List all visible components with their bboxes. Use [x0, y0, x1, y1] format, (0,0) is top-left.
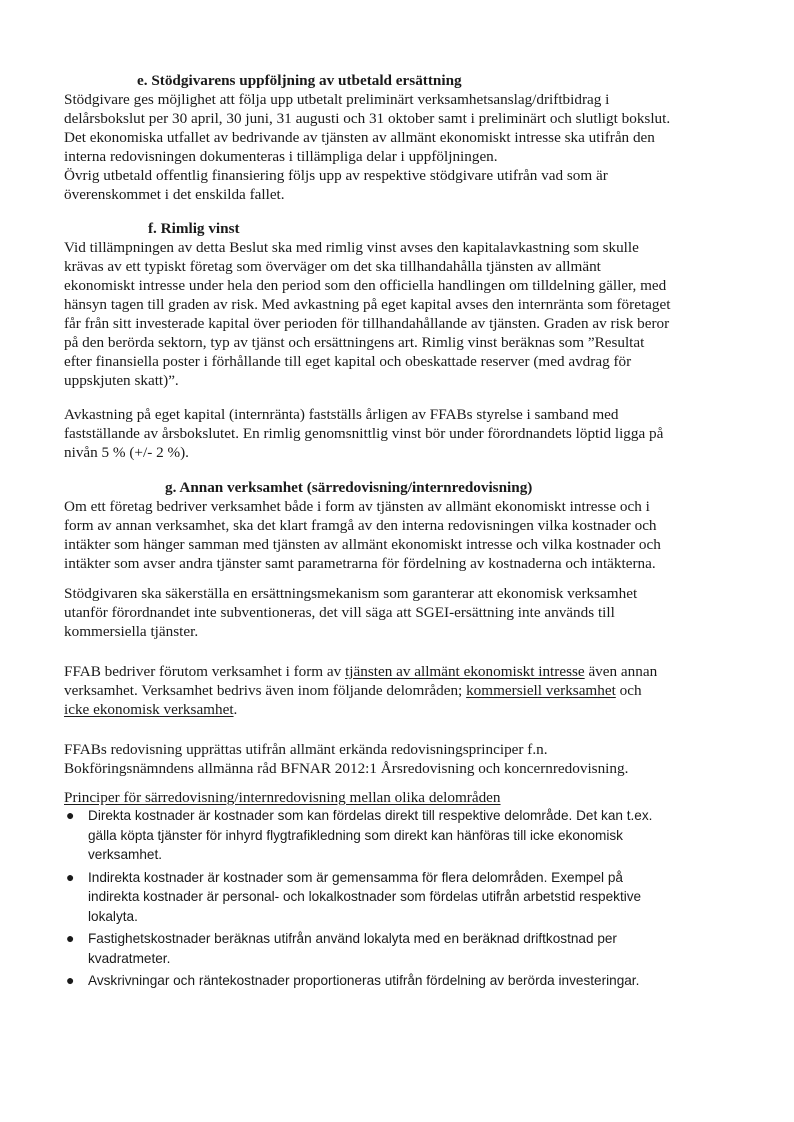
- list-item: [64, 868, 744, 927]
- text-line: lokalyta.: [88, 908, 138, 924]
- text-line: krävas av ett typiskt företag som överväger om det ska tillhandahålla tjänsten av allmänt: [64, 258, 601, 275]
- text-line: Om ett företag bedriver verksamhet både i form av tjänsten av allmänt ekonomiskt intresse och i: [64, 498, 650, 515]
- text-line: Fastighetskostnader beräknas utifrån använd lokalyta med en beräknad driftkostnad per: [88, 931, 617, 946]
- underlined-term-icke-ekonomisk: icke ekonomisk verksamhet: [64, 701, 234, 718]
- text-line: kvadratmeter.: [88, 950, 171, 966]
- text-line: Stödgivare ges möjlighet att följa upp utbetalt preliminärt verksamhetsanslag/driftbidrag i: [64, 91, 610, 108]
- text-line: intäkter som hänger samman med tjänsten av allmänt ekonomiskt intresse och vilka kostnader och: [64, 536, 661, 553]
- section-e-body: [64, 90, 744, 204]
- underlined-term-sgei: tjänsten av allmänt ekonomiskt intresse: [345, 663, 585, 680]
- text-line: verksamhet.: [88, 847, 163, 862]
- text-line: nivån 5 % (+/- 2 %).: [64, 444, 189, 461]
- underlined-term-kommersiell: kommersiell verksamhet: [466, 682, 616, 699]
- text-line: ekonomiskt intresse under hela den period som den officiella handlingen om tilldelning gäller, med: [64, 277, 667, 294]
- section-g-paragraph-2: [64, 584, 744, 641]
- text-line: Direkta kostnader är kostnader som kan fördelas direkt till respektive delområde. Det kan t.ex.: [88, 808, 653, 823]
- text-line: Indirekta kostnader är kostnader som är gemensamma för flera delområden. Exempel på: [88, 869, 623, 885]
- text-line: FFABs redovisning upprättas utifrån allmänt erkända redovisningsprinciper f.n.: [64, 741, 548, 758]
- bullet-icon: ●: [66, 972, 75, 988]
- section-g-heading: g. Annan verksamhet (särredovisning/internredovisning): [165, 479, 533, 496]
- list-item: [64, 929, 744, 968]
- text-line: kommersiella tjänster.: [64, 623, 199, 640]
- list-item: [64, 806, 744, 865]
- principles-heading-text: Principer för särredovisning/internredovisning mellan olika delområden: [64, 789, 501, 806]
- section-f-heading: f. Rimlig vinst: [148, 220, 240, 237]
- bullet-icon: ●: [66, 930, 75, 946]
- text-line: efter finansiella poster i förhållande till eget kapital och obeskattade reserver (med avdrag för: [64, 353, 632, 370]
- section-g-paragraph-3: [64, 662, 744, 719]
- text-line: Avskrivningar och räntekostnader proportioneras utifrån fördelning av berörda investeringar.: [88, 973, 640, 988]
- text-line: delårsbokslut per 30 april, 30 juni, 31 augusti och 31 oktober samt i preliminärt och slutligt bokslut.: [64, 110, 671, 127]
- text-fragment: verksamhet. Verksamhet bedrivs även inom följande delområden;: [64, 682, 467, 699]
- text-line: [64, 662, 744, 681]
- text-line: Vid tillämpningen av detta Beslut ska med rimlig vinst avses den kapitalavkastning som skulle: [64, 239, 639, 256]
- text-line: fastställande av årsbokslutet. En rimlig genomsnittlig vinst bör under förordnandets löptid ligga på: [64, 425, 664, 442]
- text-line: uppskjuten skatt)”.: [64, 372, 179, 389]
- text-line: form av annan verksamhet, ska det klart framgå av den interna redovisningen vilka kostnader och: [64, 517, 657, 534]
- section-f-paragraph-2: [64, 405, 744, 462]
- text-line: [64, 681, 744, 700]
- text-line: [64, 700, 744, 719]
- text-line: interna redovisningen dokumenteras i tillämpliga delar i uppföljningen.: [64, 148, 498, 165]
- text-line: Stödgivaren ska säkerställa en ersättningsmekanism som garanterar att ekonomisk verksamhet: [64, 585, 638, 602]
- section-f-paragraph-1: [64, 238, 744, 390]
- text-line: får från sitt investerade kapital över perioden för tillhandahållande av tjänsten. Graden av risk beror: [64, 315, 670, 332]
- bullet-icon: ●: [66, 868, 75, 885]
- text-line: gälla köpta tjänster för inhyrd flygtrafikledning som direkt kan hänföras till icke ekonomisk: [88, 827, 623, 843]
- bullet-icon: ●: [66, 807, 75, 823]
- text-line: utanför förordnandet inte subventioneras, det vill säga att SGEI-ersättning inte används till: [64, 604, 615, 621]
- text-fragment: och: [615, 682, 642, 699]
- principles-list: [64, 806, 744, 994]
- text-line: Det ekonomiska utfallet av bedrivande av tjänsten av allmänt ekonomiskt intresse ska utifrån den: [64, 129, 655, 146]
- text-line: överenskommet i det enskilda fallet.: [64, 186, 285, 203]
- principles-heading: [64, 788, 744, 807]
- text-line: Bokföringsnämndens allmänna råd BFNAR 2012:1 Årsredovisning och koncernredovisning.: [64, 760, 629, 777]
- section-e-heading: e. Stödgivarens uppföljning av utbetald ersättning: [137, 72, 462, 89]
- text-line: på den berörda sektorn, typ av tjänst och ersättningens art. Rimlig vinst beräknas som ”Resultat: [64, 334, 645, 351]
- section-g-paragraph-1: [64, 497, 744, 573]
- list-item: [64, 971, 744, 991]
- text-fragment: även annan: [584, 663, 658, 680]
- text-line: Avkastning på eget kapital (internränta) fastställs årligen av FFABs styrelse i samband med: [64, 406, 619, 423]
- text-fragment: FFAB bedriver förutom verksamhet i form av: [64, 663, 346, 680]
- text-line: intäkter som avser andra tjänster samt parametrarna för fördelning av kostnaderna och intäkterna.: [64, 555, 656, 572]
- text-fragment: .: [233, 701, 238, 718]
- section-g-paragraph-4: [64, 740, 744, 778]
- text-line: indirekta kostnader är personal- och lokalkostnader som fördelas utifrån arbetstid respektive: [88, 889, 642, 904]
- text-line: hänsyn tagen till graden av risk. Med avkastning på eget kapital avses den internränta som företaget: [64, 296, 671, 313]
- text-line: Övrig utbetald offentlig finansiering följs upp av respektive stödgivare utifrån vad som är: [64, 167, 608, 184]
